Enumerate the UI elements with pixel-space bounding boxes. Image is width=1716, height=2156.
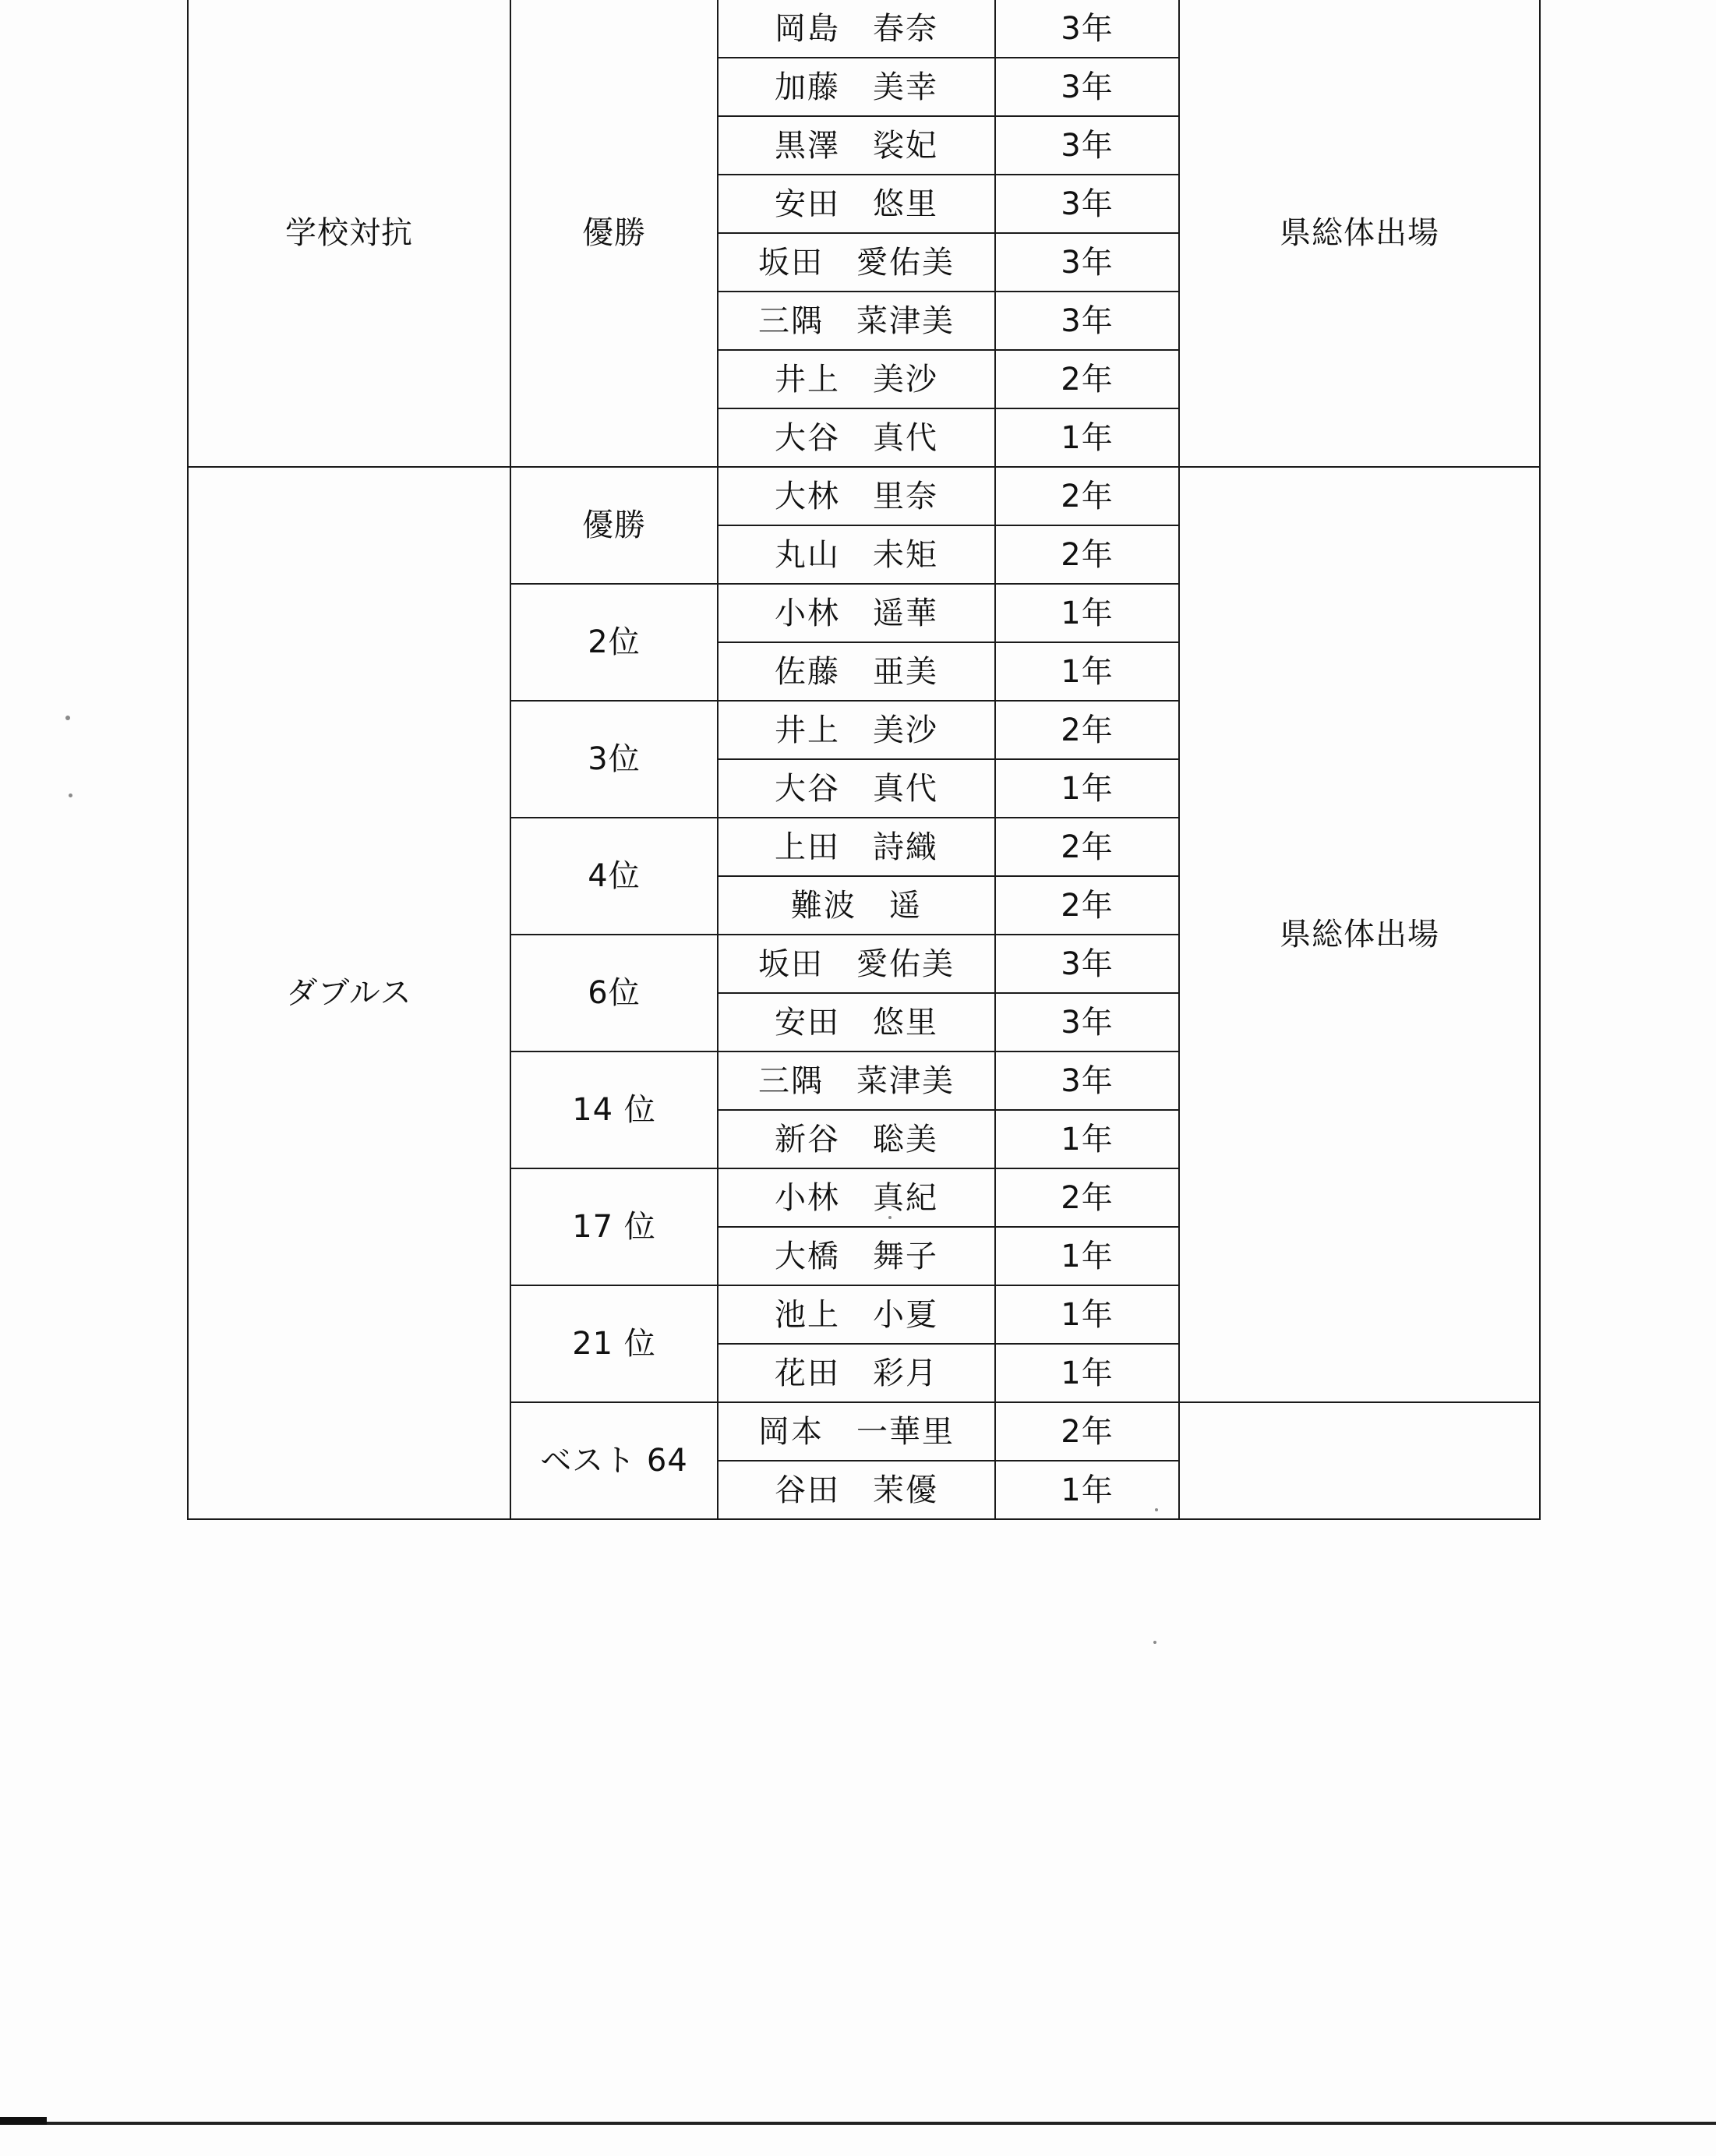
player-name: 上田 詩織 — [718, 818, 995, 876]
player-name: 井上 美沙 — [718, 350, 995, 408]
player-grade: 1年 — [995, 1285, 1179, 1344]
rank-cell: 2位 — [510, 584, 718, 701]
player-name: 丸山 未矩 — [718, 525, 995, 584]
player-name: 小林 真紀 — [718, 1168, 995, 1227]
player-grade: 2年 — [995, 350, 1179, 408]
table-row — [188, 467, 1540, 525]
player-grade: 1年 — [995, 1227, 1179, 1285]
player-grade: 3年 — [995, 0, 1179, 58]
player-grade: 2年 — [995, 701, 1179, 759]
player-name: 池上 小夏 — [718, 1285, 995, 1344]
player-grade: 3年 — [995, 175, 1179, 233]
player-name: 安田 悠里 — [718, 175, 995, 233]
player-grade: 3年 — [995, 292, 1179, 350]
player-name: 坂田 愛佑美 — [718, 935, 995, 993]
player-grade: 1年 — [995, 408, 1179, 467]
player-grade: 2年 — [995, 525, 1179, 584]
note-cell — [1179, 1402, 1540, 1519]
player-grade: 2年 — [995, 467, 1179, 525]
rank-cell: 14 位 — [510, 1051, 718, 1168]
rank-cell: ベスト 64 — [510, 1402, 718, 1519]
player-grade: 1年 — [995, 1461, 1179, 1519]
page-bottom-edge — [0, 2122, 1716, 2125]
event-cell: 学校対抗 — [188, 0, 510, 467]
rank-cell: 優勝 — [510, 0, 718, 467]
page-bottom-edge-mark — [0, 2117, 47, 2125]
player-name: 小林 遥華 — [718, 584, 995, 642]
player-grade: 2年 — [995, 818, 1179, 876]
player-grade: 1年 — [995, 1344, 1179, 1402]
player-name: 大谷 真代 — [718, 408, 995, 467]
scan-speck — [69, 793, 72, 797]
player-name: 三隅 菜津美 — [718, 292, 995, 350]
player-grade: 2年 — [995, 876, 1179, 935]
table-row — [188, 0, 1540, 58]
player-grade: 1年 — [995, 1110, 1179, 1168]
player-name: 大橋 舞子 — [718, 1227, 995, 1285]
player-grade: 3年 — [995, 116, 1179, 175]
player-name: 新谷 聡美 — [718, 1110, 995, 1168]
player-grade: 3年 — [995, 1051, 1179, 1110]
rank-cell: 17 位 — [510, 1168, 718, 1285]
player-grade: 2年 — [995, 1168, 1179, 1227]
results-table — [187, 0, 1541, 1520]
player-name: 井上 美沙 — [718, 701, 995, 759]
player-name: 坂田 愛佑美 — [718, 233, 995, 292]
player-name: 黒澤 裟妃 — [718, 116, 995, 175]
note-cell: 県総体出場 — [1179, 0, 1540, 467]
player-name: 花田 彩月 — [718, 1344, 995, 1402]
player-grade: 3年 — [995, 58, 1179, 116]
player-name: 大林 里奈 — [718, 467, 995, 525]
player-grade: 1年 — [995, 642, 1179, 701]
rank-cell: 3位 — [510, 701, 718, 818]
scan-speck — [1155, 1508, 1158, 1511]
player-grade: 2年 — [995, 1402, 1179, 1461]
note-cell: 県総体出場 — [1179, 467, 1540, 1402]
event-cell: ダブルス — [188, 467, 510, 1519]
scan-speck — [1153, 1641, 1156, 1644]
player-name: 佐藤 亜美 — [718, 642, 995, 701]
player-grade: 3年 — [995, 233, 1179, 292]
player-name: 安田 悠里 — [718, 993, 995, 1051]
scan-speck — [888, 1216, 892, 1219]
player-name: 谷田 茉優 — [718, 1461, 995, 1519]
player-grade: 3年 — [995, 935, 1179, 993]
rank-cell: 優勝 — [510, 467, 718, 584]
scan-speck — [65, 716, 70, 720]
player-name: 三隅 菜津美 — [718, 1051, 995, 1110]
player-grade: 1年 — [995, 584, 1179, 642]
player-grade: 3年 — [995, 993, 1179, 1051]
rank-cell: 21 位 — [510, 1285, 718, 1402]
player-grade: 1年 — [995, 759, 1179, 818]
rank-cell: 4位 — [510, 818, 718, 935]
player-name: 岡本 一華里 — [718, 1402, 995, 1461]
rank-cell: 6位 — [510, 935, 718, 1051]
player-name: 大谷 真代 — [718, 759, 995, 818]
player-name: 難波 遥 — [718, 876, 995, 935]
player-name: 加藤 美幸 — [718, 58, 995, 116]
player-name: 岡島 春奈 — [718, 0, 995, 58]
